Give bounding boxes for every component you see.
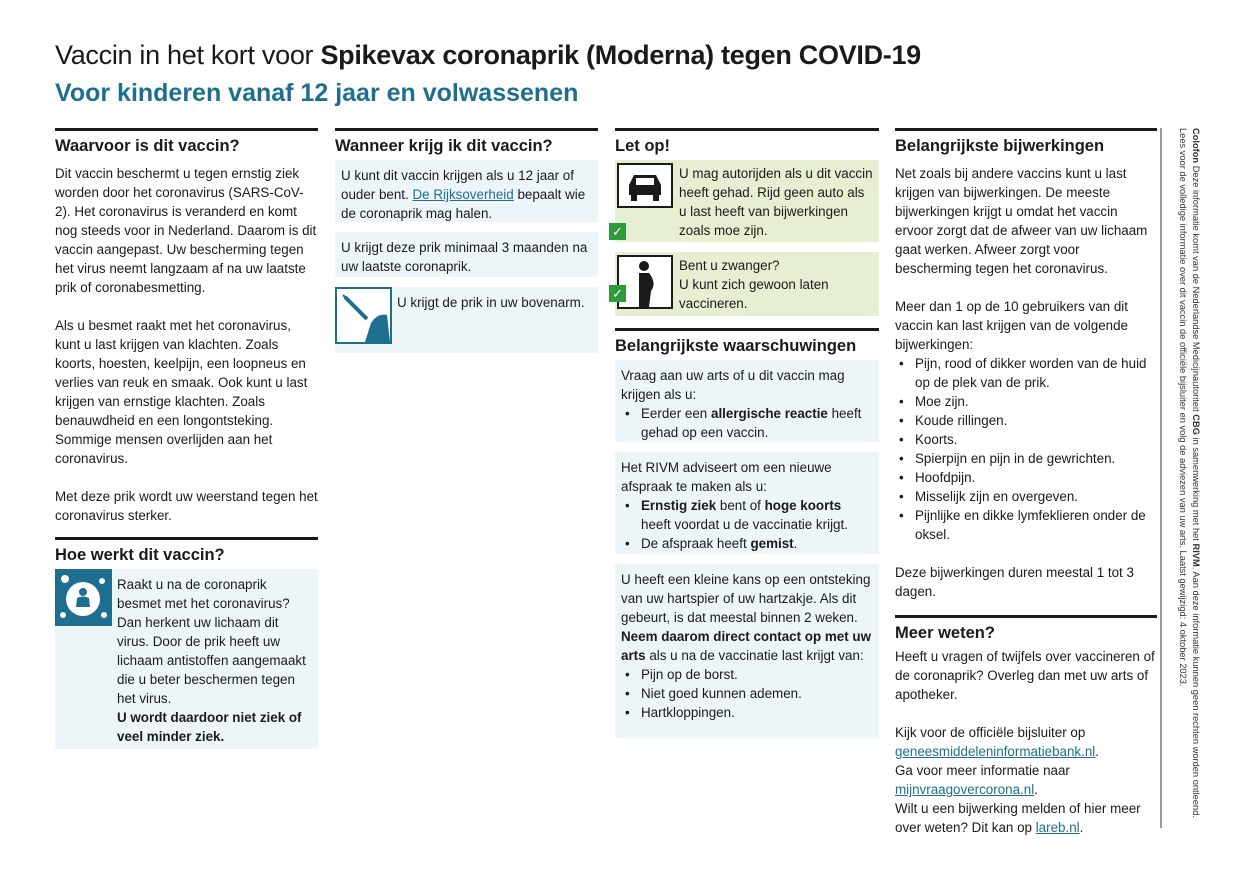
pregnancy-text: U kunt zich gewoon laten vaccineren.: [679, 277, 829, 311]
heart-post: als u na de vaccinatie last krijgt van:: [649, 648, 864, 663]
heading-purpose: Waarvoor is dit vaccin?: [55, 128, 318, 160]
leaflet-pre: Kijk voor de officiële bijsluiter op: [895, 725, 1086, 740]
column-purpose: [55, 128, 318, 749]
when-arm-text: U krijgt de prik in uw bovenarm.: [397, 295, 585, 310]
lareb-link[interactable]: lareb.nl: [1035, 820, 1080, 835]
heading-how: Hoe werkt dit vaccin?: [55, 537, 318, 569]
item-post: .: [793, 536, 798, 551]
item-post: heeft voordat u de vaccinatie krijgt.: [641, 517, 848, 532]
colofon-rivm: RIVM: [1191, 543, 1201, 567]
driving-text: U mag autorijden als u dit vaccin heeft gehad. Rijd geen auto als u last heeft van bijwerkingen zoals moe zijn.: [679, 166, 873, 238]
rijksoverheid-link[interactable]: De Rijksoverheid: [412, 187, 514, 202]
pregnancy-question: Bent u zwanger?: [679, 258, 780, 273]
when-box-arm: [335, 287, 598, 353]
title-prefix: Vaccin in het kort voor: [55, 40, 314, 70]
more-info-leaflet: [895, 723, 1157, 761]
item-post: heeft gehad op een vaccin.: [641, 406, 862, 440]
list-item: • Hoofdpijn.: [895, 468, 1157, 487]
website-pre: Ga voor meer informatie naar: [895, 763, 1070, 778]
warning-heart-list: [621, 665, 873, 722]
how-text: Raakt u na de coronaprik besmet met het coronavirus? Dan herkent uw lichaam dit virus. Door de prik heeft uw lichaam antistoffen aangemaakt die u beter beschermen tegen het virus.: [117, 577, 306, 706]
more-info-report: [895, 799, 1157, 837]
list-item: • Pijn op de borst.: [621, 665, 873, 684]
column-side-effects: [895, 128, 1157, 837]
bijsluiter-link[interactable]: geneesmiddeleninformatiebank.nl: [895, 744, 1096, 759]
list-item: • Spierpijn en pijn in de gewrichten.: [895, 449, 1157, 468]
warning-box-heart: [615, 564, 879, 738]
report-pre: Wilt u een bijwerking melden of hier meer over weten? Dit kan op: [895, 801, 1141, 835]
when-age-post: bepaalt wie de coronaprik mag halen.: [341, 187, 586, 221]
list-item: • Koude rillingen.: [895, 411, 1157, 430]
more-info-website: [895, 761, 1157, 799]
when-box-age: [335, 160, 598, 222]
side-effects-paragraph-2: Meer dan 1 op de 10 gebruikers van dit vaccin kan last krijgen van de volgende bijwerkingen:: [895, 299, 1128, 352]
immune-person-icon: [55, 569, 112, 626]
list-item: • Moe zijn.: [895, 392, 1157, 411]
colofon-text: [1176, 128, 1202, 828]
mijnvraagovercorona-link[interactable]: mijnvraagovercorona.nl: [895, 782, 1035, 797]
colofon-cbg: CBG: [1191, 414, 1201, 435]
purpose-paragraph-1: Dit vaccin beschermt u tegen ernstig ziek worden door het coronavirus (SARS-CoV-2). Het coronavirus is veranderd en komt nog steeds voor in Nederland. Daarom is dit vaccin aangepast. Uw bescherming tegen het virus neemt langzaam af na uw laatste prik of coronabesmetting.: [55, 166, 317, 295]
colofon-part: in samenwerking met het: [1191, 437, 1201, 541]
car-icon: [617, 163, 673, 208]
how-box: [55, 569, 318, 749]
colofon-label: Colofon: [1191, 128, 1201, 164]
how-bold-text: U wordt daardoor niet ziek of veel minder ziek.: [117, 710, 302, 744]
item-bold: gemist: [750, 536, 794, 551]
page-title: [55, 40, 921, 71]
more-info-paragraph-1: Heeft u vragen of twijfels over vaccineren of de coronaprik? Overleg dan met uw arts of apotheker.: [895, 649, 1155, 702]
syringe-arm-icon: [335, 287, 392, 344]
heading-when: Wanneer krijg ik dit vaccin?: [335, 128, 598, 160]
side-effects-duration: Deze bijwerkingen duren meestal 1 tot 3 dagen.: [895, 565, 1134, 599]
purpose-paragraph-2: Als u besmet raakt met het coronavirus, kunt u last krijgen van klachten. Zoals koorts, hoesten, keelpijn, een loopneus en verlies van reuk en smaak. Ook kunt u last krijgen van ernstige klachten. Zoals benauwdheid en een longontsteking. Sommige mensen overlijden aan het coronavirus.: [55, 318, 308, 466]
list-item: • Hartkloppingen.: [621, 703, 873, 722]
column-attention: [612, 128, 879, 738]
list-item: • Koorts.: [895, 430, 1157, 449]
heading-more-info: Meer weten?: [895, 615, 1157, 647]
warning-allergy-list: [621, 404, 873, 442]
warning-allergy-intro: Vraag aan uw arts of u dit vaccin mag krijgen als u:: [621, 368, 845, 402]
list-item: [621, 404, 873, 442]
warning-heart-text: [621, 570, 873, 665]
list-item: • Pijn, rood of dikker worden van de huid op de plek van de prik.: [895, 354, 1157, 392]
check-icon: ✓: [609, 285, 626, 302]
dot: .: [1079, 820, 1084, 835]
side-effects-list: [895, 354, 1157, 544]
heart-text: U heeft een kleine kans op een ontsteking van uw hartspier of uw hartzakje. Als dit gebeurt, is dat meestal binnen 2 weken.: [621, 572, 871, 625]
when-interval-text: U krijgt deze prik minimaal 3 maanden na uw laatste coronaprik.: [341, 240, 588, 274]
warning-box-reschedule: [615, 452, 879, 554]
list-item: • Niet goed kunnen ademen.: [621, 684, 873, 703]
check-icon: ✓: [609, 223, 626, 240]
heading-warnings: Belangrijkste waarschuwingen: [615, 328, 879, 360]
colofon-part: Deze informatie komt van de Nederlandse Medicijnautoriteit: [1191, 165, 1201, 412]
side-effects-paragraph-1: Net zoals bij andere vaccins kunt u last krijgen van bijwerkingen. De meeste bijwerkingen krijgt u omdat het vaccin ervoor zorgt dat de afweer van uw lichaam gaat werken. Afweer zorgt voor bescherming tegen het coronavirus.: [895, 166, 1148, 276]
dot: .: [1034, 782, 1038, 797]
warning-reschedule-intro: Het RIVM adviseert om een nieuwe afspraak te maken als u:: [621, 460, 832, 494]
when-age-text: [341, 166, 592, 223]
warning-reschedule-list: [621, 496, 873, 553]
page-subtitle: Voor kinderen vanaf 12 jaar en volwassenen: [55, 79, 579, 107]
colofon-divider: [1160, 128, 1162, 828]
driving-box: [612, 160, 879, 242]
heading-attention: Let op!: [615, 128, 879, 160]
list-item: [621, 496, 873, 534]
item-pre: De afspraak heeft: [641, 536, 747, 551]
purpose-paragraph-3: Met deze prik wordt uw weerstand tegen het coronavirus sterker.: [55, 489, 318, 523]
item-mid: bent of: [719, 498, 761, 513]
when-box-interval: [335, 232, 598, 277]
title-product: Spikevax coronaprik (Moderna) tegen COVID-19: [320, 40, 921, 70]
heart-bold: Neem daarom direct contact op met uw arts: [621, 629, 872, 663]
column-when: [335, 128, 598, 353]
pregnancy-box: [612, 252, 879, 316]
list-item: • Pijnlijke en dikke lymfeklieren onder de oksel.: [895, 506, 1157, 544]
colofon: [1160, 128, 1202, 828]
item-bold: allergische reactie: [711, 406, 828, 421]
dot: .: [1095, 744, 1099, 759]
item-bold: hoge koorts: [764, 498, 842, 513]
warning-box-allergy: [615, 360, 879, 442]
item-pre: Eerder een: [641, 406, 708, 421]
when-age-pre: U kunt dit vaccin krijgen als u 12 jaar of ouder bent.: [341, 168, 574, 202]
item-bold: Ernstig ziek: [641, 498, 717, 513]
colofon-part: . Aan deze informatie kunnen geen rechten worden ontleend. Lees voor de volledige informatie over dit vaccin de officiële bijsluiter en volg de adviezen van uw arts. Laatst gewijzigd: 4 oktober 2023.: [1178, 128, 1201, 818]
list-item: [621, 534, 873, 553]
heading-side-effects: Belangrijkste bijwerkingen: [895, 128, 1157, 160]
list-item: • Misselijk zijn en overgeven.: [895, 487, 1157, 506]
